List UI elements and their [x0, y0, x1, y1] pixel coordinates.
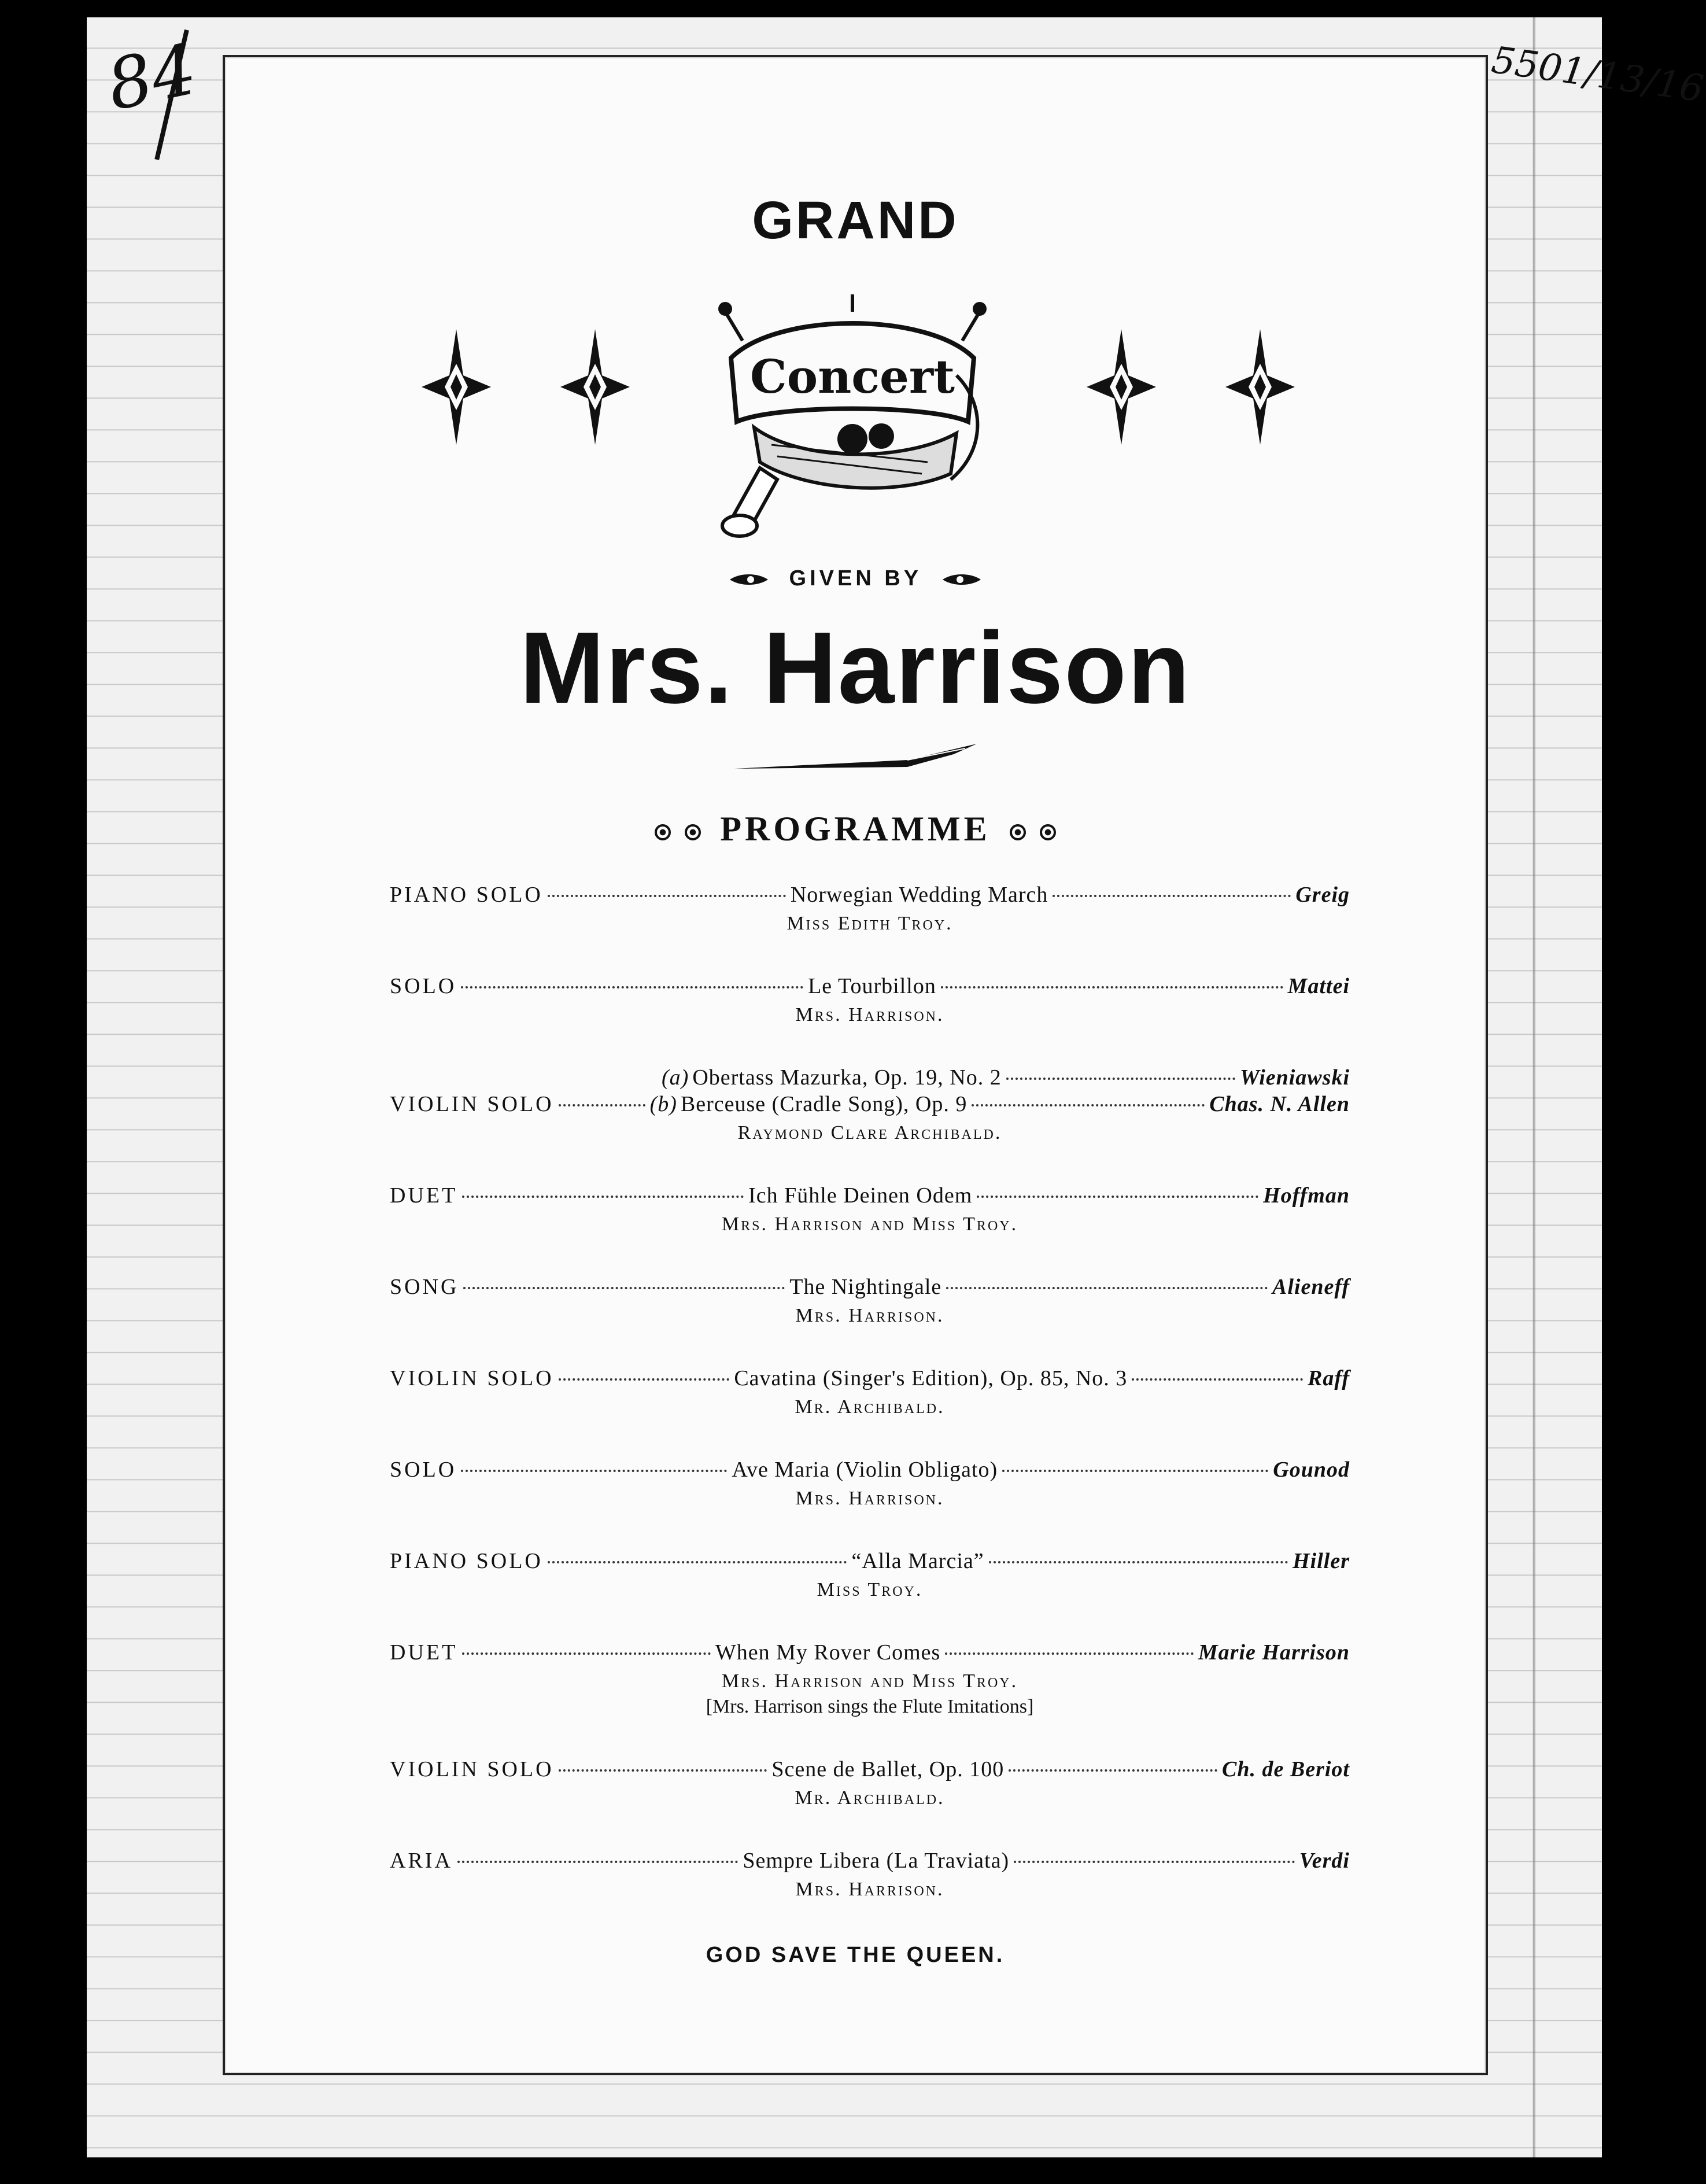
item-performer: Mrs. Harrison.: [795, 1004, 944, 1025]
item-composer: Verdi: [1299, 1849, 1350, 1873]
item-type: SOLO: [390, 974, 457, 998]
dot-ornament-icon: [1010, 824, 1026, 840]
item-performer: Mrs. Harrison.: [795, 1488, 944, 1509]
item-performer: Raymond Clare Archibald.: [737, 1122, 1002, 1143]
programme-item: [390, 1847, 1350, 1901]
programme-item: [390, 1639, 1350, 1718]
item-piece: Berceuse (Cradle Song), Op. 9: [680, 1092, 968, 1116]
eye-ornament-icon: [941, 573, 982, 586]
item-piece: Cavatina (Singer's Edition), Op. 85, No. 3: [734, 1366, 1128, 1390]
item-composer: Gounod: [1273, 1458, 1350, 1482]
programme-item: [390, 881, 1350, 935]
programme-title: PROGRAMME: [720, 810, 991, 848]
concert-programme-sheet: [223, 55, 1488, 2075]
item-mark: (b): [649, 1092, 677, 1116]
item-performer: Mrs. Harrison.: [795, 1879, 944, 1900]
item-composer: Marie Harrison: [1198, 1640, 1350, 1665]
item-type: DUET: [390, 1183, 458, 1208]
item-composer: Raff: [1308, 1366, 1350, 1390]
item-performer: Miss Troy.: [817, 1579, 923, 1600]
item-type: DUET: [390, 1640, 458, 1665]
item-mark: (a): [662, 1065, 689, 1090]
item-piece: “Alla Marcia”: [851, 1549, 984, 1573]
item-performer: Mrs. Harrison and Miss Troy.: [721, 1670, 1018, 1692]
dot-ornament-icon: [1040, 824, 1056, 840]
diamond-ornament-icon: [1087, 329, 1156, 445]
diamond-ornament-icon: [560, 329, 630, 445]
item-composer: Alieneff: [1272, 1275, 1350, 1299]
item-type: VIOLIN SOLO: [390, 1757, 554, 1781]
programme-item: [390, 1365, 1350, 1418]
item-piece: Le Tourbillon: [808, 974, 936, 998]
item-type: VIOLIN SOLO: [390, 1366, 554, 1390]
programme-item: [390, 1456, 1350, 1510]
item-type: ARIA: [390, 1849, 453, 1873]
dot-ornament-icon: [685, 824, 701, 840]
diamond-ornament-icon: [1225, 329, 1295, 445]
closing-line: GOD SAVE THE QUEEN.: [706, 1943, 1005, 1967]
item-piece: Ave Maria (Violin Obligato): [732, 1458, 998, 1482]
programme-heading: [225, 809, 1486, 849]
host-name: Mrs. Harrison: [519, 611, 1191, 725]
item-type: PIANO SOLO: [390, 883, 543, 907]
item-composer: Ch. de Beriot: [1222, 1757, 1350, 1781]
eye-ornament-icon: [729, 573, 769, 586]
programme-item: [390, 1756, 1350, 1809]
decorative-rule-icon: [734, 743, 977, 772]
diamond-ornament-icon: [422, 329, 491, 445]
item-piece: When My Rover Comes: [715, 1640, 941, 1665]
svg-text:Concert: Concert: [750, 349, 955, 404]
item-composer: Wieniawski: [1239, 1065, 1350, 1090]
item-composer: Mattei: [1287, 974, 1350, 998]
grand-heading: GRAND: [752, 191, 959, 250]
dot-ornament-icon: [655, 824, 671, 840]
item-performer: Mr. Archibald.: [795, 1787, 945, 1809]
item-type: VIOLIN SOLO: [390, 1092, 554, 1116]
item-performer: Mrs. Harrison and Miss Troy.: [721, 1213, 1018, 1235]
handwritten-number-annotation: 84: [100, 24, 235, 150]
item-piece: Ich Fühle Deinen Odem: [748, 1183, 973, 1208]
programme-list: [390, 881, 1350, 1939]
item-type: SONG: [390, 1275, 459, 1299]
item-composer: Hiller: [1293, 1549, 1350, 1573]
given-by-line: [225, 566, 1486, 591]
item-piece: Obertass Mazurka, Op. 19, No. 2: [692, 1065, 1002, 1090]
item-performer: Miss Edith Troy.: [786, 913, 953, 934]
item-composer: Hoffman: [1263, 1183, 1350, 1208]
programme-item: [390, 1064, 1350, 1144]
programme-item: [390, 1182, 1350, 1235]
programme-item: [390, 1548, 1350, 1601]
item-note: [Mrs. Harrison sings the Flute Imitations]: [706, 1696, 1034, 1717]
item-piece: Sempre Libera (La Traviata): [743, 1849, 1010, 1873]
item-piece: Norwegian Wedding March: [790, 883, 1048, 907]
item-composer: Greig: [1295, 883, 1350, 907]
item-type: SOLO: [390, 1458, 457, 1482]
concert-emblem-icon: [708, 289, 997, 543]
item-piece: The Nightingale: [789, 1275, 942, 1299]
given-by-text: GIVEN BY: [789, 566, 922, 591]
handwritten-reference-annotation: 5501/13/16: [1489, 39, 1706, 111]
item-type: PIANO SOLO: [390, 1549, 543, 1573]
programme-item: [390, 973, 1350, 1026]
item-performer: Mr. Archibald.: [795, 1396, 945, 1418]
item-piece: Scene de Ballet, Op. 100: [771, 1757, 1005, 1781]
programme-item: [390, 1274, 1350, 1327]
item-composer: Chas. N. Allen: [1209, 1092, 1350, 1116]
item-performer: Mrs. Harrison.: [795, 1305, 944, 1326]
